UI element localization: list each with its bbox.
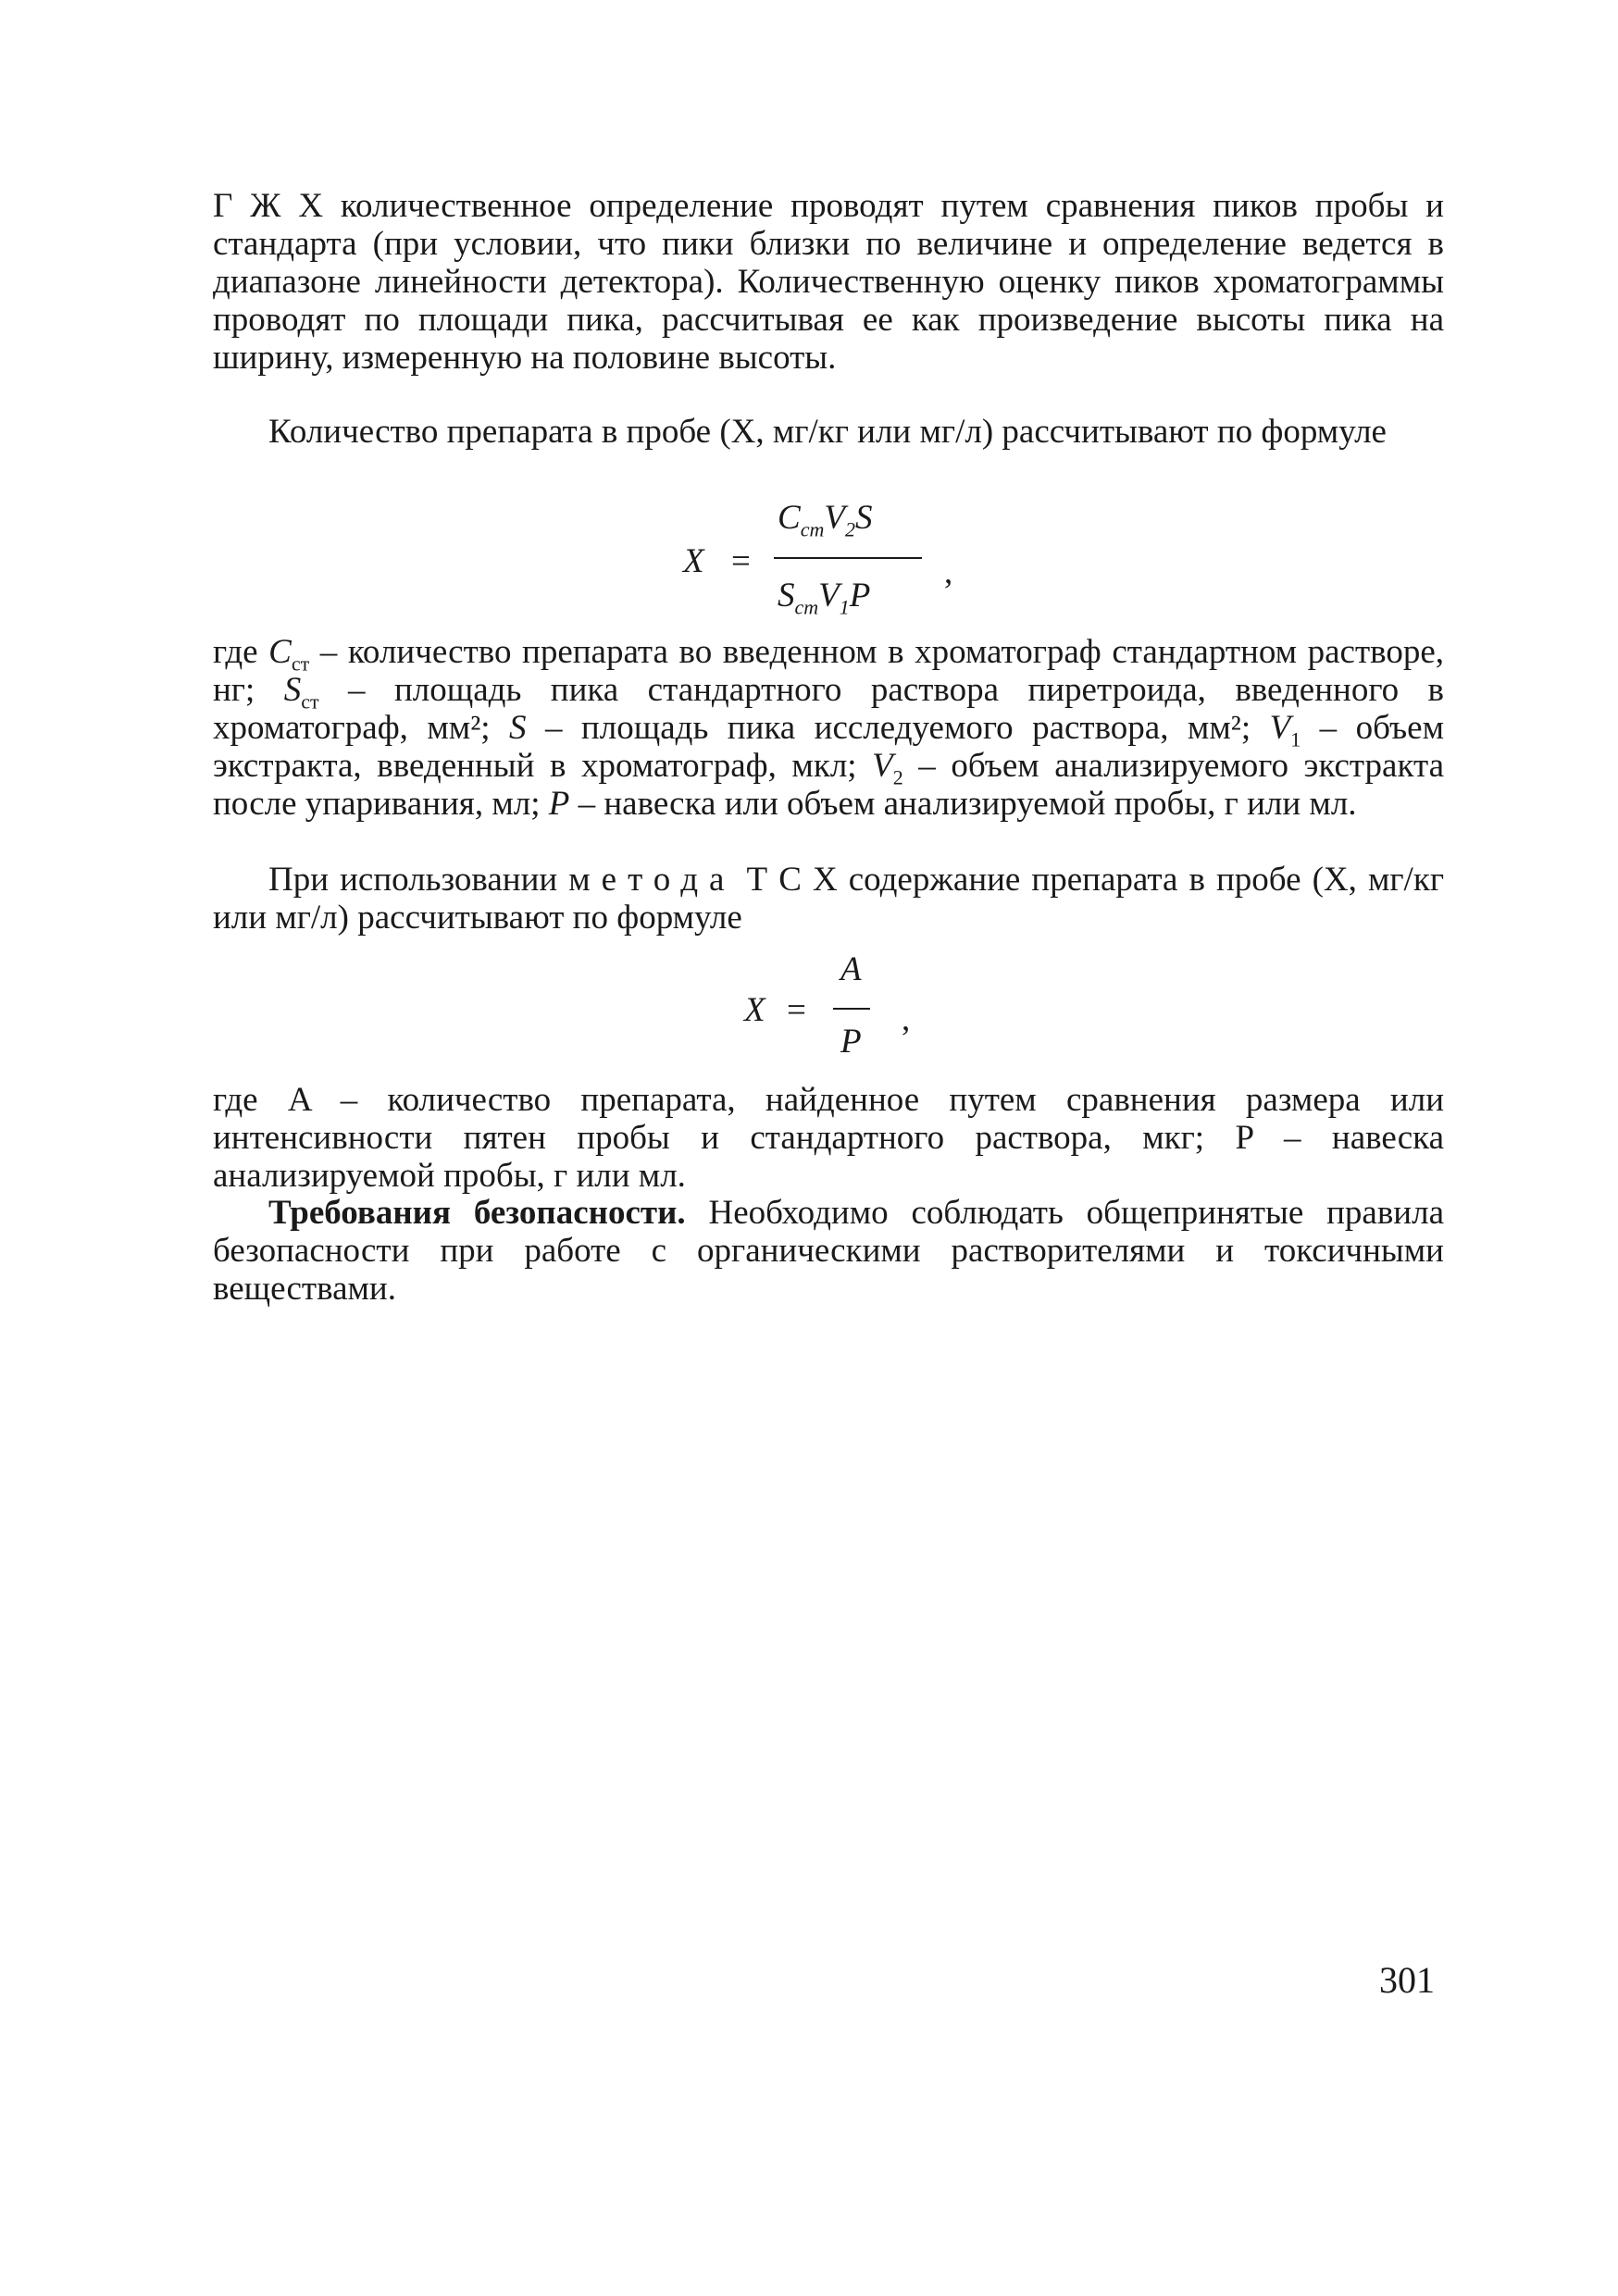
formula1-equals: = bbox=[731, 542, 751, 580]
formula2-denominator: P bbox=[840, 1023, 862, 1061]
definition-c-st: – количество препарата во введенном в хроматограф стандартном растворе, нг; bbox=[213, 633, 1444, 709]
formula2-numerator: A bbox=[840, 950, 862, 988]
tlc-intro-a: При использовании bbox=[268, 861, 569, 899]
tlc-method-word: метода bbox=[568, 861, 736, 899]
formula1-lhs: X bbox=[683, 542, 704, 580]
definition-v2: – объем анализируемого экстракта после упаривания, мл; bbox=[213, 747, 1444, 823]
formula2-fraction-bar bbox=[833, 1008, 870, 1010]
paragraph-tlc-intro bbox=[213, 861, 1444, 937]
formula1-fraction-bar bbox=[774, 557, 922, 559]
definitions-prefix: где bbox=[213, 633, 269, 671]
formula2-equals: = bbox=[787, 991, 806, 1029]
safety-text: Необходимо соблюдать общепринятые правила безопасности при работе с органическими растворителями и токсичными веществами. bbox=[213, 1194, 1444, 1308]
definition-v1: – объем экстракта, введенный в хроматограф, мкл; bbox=[213, 709, 1444, 785]
formula2-lhs: X bbox=[744, 991, 765, 1029]
definition-p: – навеска или объем анализируемой пробы, г или мл. bbox=[578, 785, 1357, 823]
paragraph-gzh-quantification: Г Ж Х количественное определение проводят путем сравнения пиков пробы и стандарта (при условии, что пики близки по величине и определение ведется в диапазоне линейности детектора). Количественную оценку пиков хроматограммы проводят по площади пика, рассчитывая ее как произведение высоты пика на ширину, измеренную на половине высоты. bbox=[213, 187, 1444, 377]
formula1-denominator: $S_{ст}V_1P$ bbox=[778, 577, 871, 619]
paragraph-tlc-definitions: где A – количество препарата, найденное путем сравнения размера или интенсивности пятен пробы и стандартного раствора, мкг; P – навеска анализируемой пробы, г или мл. bbox=[213, 1081, 1444, 1195]
formula1-numerator: $C_{ст}V_2S$ bbox=[778, 499, 873, 541]
paragraph-formula-intro-1: Количество препарата в пробе (X, мг/кг или мг/л) рассчитывают по формуле bbox=[268, 413, 1387, 451]
definition-s: – площадь пика исследуемого раствора, мм²; bbox=[544, 709, 1270, 747]
paragraph-safety-requirements bbox=[213, 1194, 1444, 1308]
tlc-intro-b: Т С Х содержание препарата в пробе (X, мг/кг или мг/л) рассчитывают по формуле bbox=[213, 861, 1444, 937]
safety-heading: Требования безопасности. bbox=[268, 1194, 686, 1232]
formula1-comma: , bbox=[944, 553, 953, 591]
formula2-comma: , bbox=[902, 1000, 911, 1038]
definition-s-st: – площадь пика стандартного раствора пиретроида, введенного в хроматограф, мм²; bbox=[213, 671, 1444, 747]
page-number: 301 bbox=[1379, 1959, 1435, 2001]
paragraph-variable-definitions: где $C_{ст}$ – количество препарата во введенном в хроматограф стандартном растворе, нг; $S_{ст}$ – площадь пика стандартного раствора пиретроида, введенного в хроматограф, мм²; S – площадь пика исследуемого раствора, мм²; $V_1$ – объем экстракта, введенный в хроматограф, мкл; $V_2$ – объем анализируемого экстракта после упаривания, мл; P – навеска или объем анализируемой пробы, г или мл. bbox=[213, 633, 1444, 823]
